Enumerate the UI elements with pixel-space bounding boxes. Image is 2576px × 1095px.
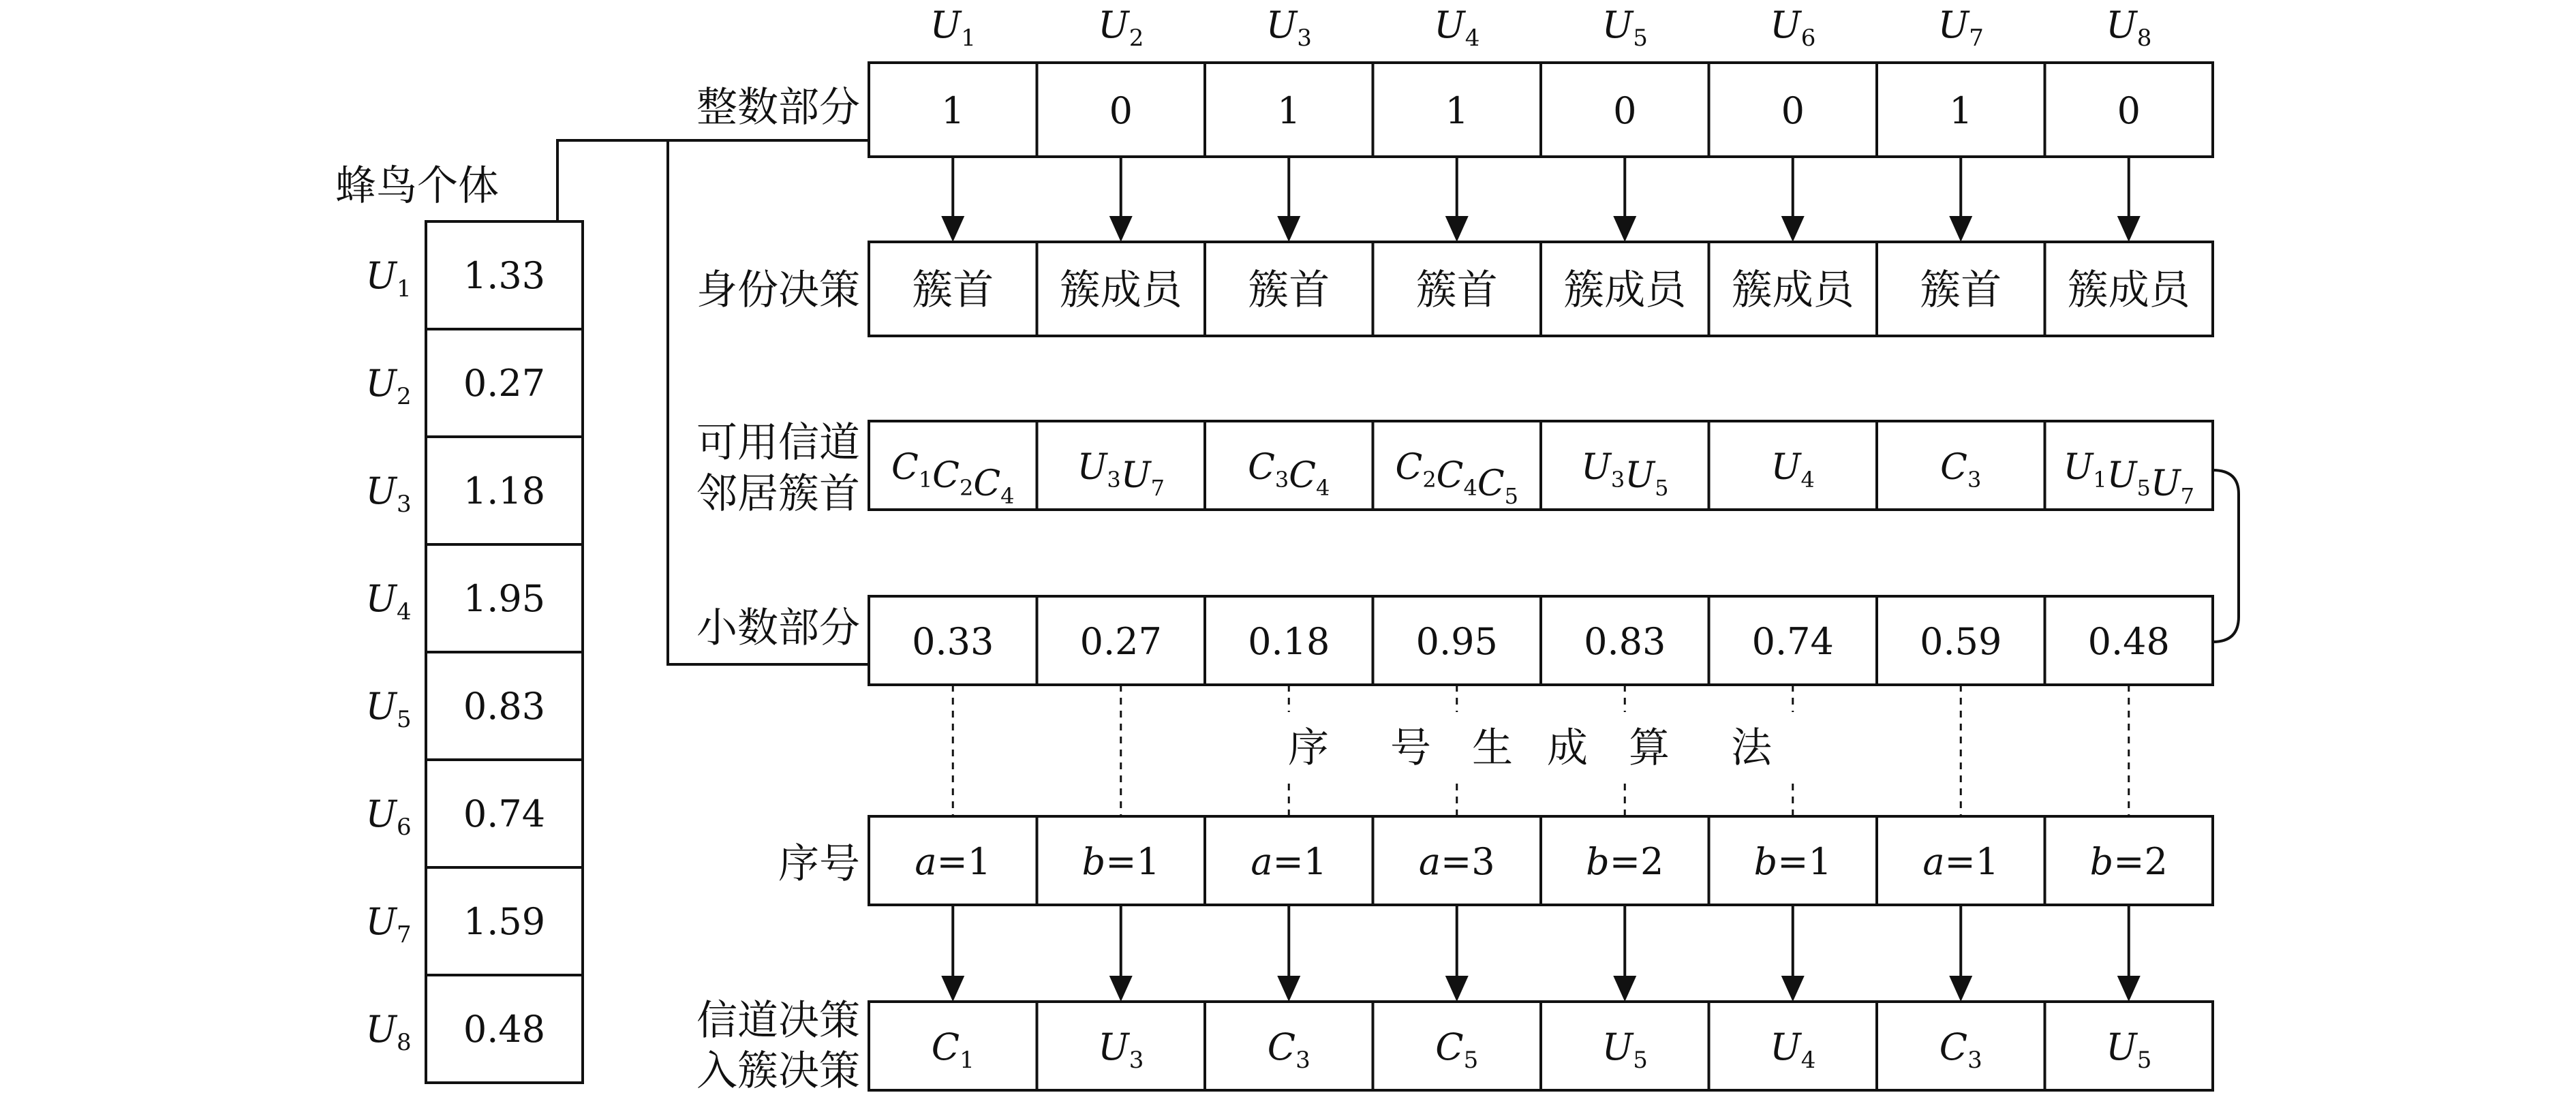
arrow-head [1109, 976, 1133, 1002]
cell-sequence: b=1 [1753, 840, 1832, 883]
arrow-head [1445, 216, 1469, 242]
individual-list-title: 蜂鸟个体 [335, 162, 499, 210]
connector-lines [557, 140, 2239, 664]
individual-label: $U_8$ [365, 1008, 412, 1056]
individual-label: $U_2$ [365, 362, 412, 410]
arrow-head [1277, 216, 1300, 242]
row-label-integer-part: 整数部分 [696, 84, 860, 132]
cell-decision: $U_5$ [2106, 1025, 2152, 1074]
arrow-head [1949, 976, 1972, 1002]
cell-candidates: $C_3$ [1940, 447, 1982, 493]
cell-value: 0.18 [1248, 620, 1330, 663]
cell-sequence: a=1 [1922, 840, 1999, 883]
cell-decision: $U_3$ [1098, 1025, 1144, 1074]
arrow-head [1445, 976, 1469, 1002]
row-label-neighbor-heads: 邻居簇首 [696, 470, 860, 518]
arrow-head [2117, 976, 2141, 1002]
individual-label: $U_7$ [365, 900, 412, 949]
cell-decision: $C_3$ [1267, 1025, 1310, 1074]
cell-value: 1 [1445, 89, 1469, 132]
cell-decision: $C_1$ [931, 1025, 975, 1074]
cell-sequence: a=1 [915, 840, 992, 883]
row-identity-decision [869, 242, 2213, 336]
row-label-sequence: 序号 [778, 840, 860, 888]
individual-value: 0.74 [463, 792, 546, 835]
cell-value: 0.48 [2087, 620, 2170, 663]
row-label-identity-decision: 身份决策 [696, 266, 860, 314]
cell-value: 0.83 [1584, 620, 1666, 663]
cell-value: 0.59 [1920, 620, 2002, 663]
cell-role: 簇首 [1920, 266, 2002, 314]
cell-role: 簇成员 [1731, 266, 1854, 314]
arrow-head [1781, 216, 1805, 242]
cell-decision: $U_5$ [1601, 1025, 1648, 1074]
row-final-decision [869, 1002, 2213, 1090]
arrow-head [2117, 216, 2141, 242]
cell-value: 0.74 [1751, 620, 1834, 663]
column-header: $U_1$ [930, 3, 976, 52]
column-header: $U_6$ [1770, 3, 1816, 52]
cell-role: 簇首 [912, 266, 994, 314]
arrow-head [1613, 216, 1636, 242]
cell-value: 1 [1949, 89, 1973, 132]
algorithm-label-text: 序 号 生 成 算 法 [1288, 724, 1772, 772]
cell-value: 0 [1613, 89, 1637, 132]
cell-role: 簇成员 [1059, 266, 1182, 314]
cell-role: 簇成员 [2067, 266, 2190, 314]
individual-label: $U_1$ [365, 254, 412, 303]
cell-decision: $C_3$ [1939, 1025, 1982, 1074]
individual-value: 0.48 [463, 1008, 546, 1051]
individual-list [365, 221, 583, 1083]
cell-candidates: $U_3U_5$ [1581, 447, 1669, 501]
cell-candidates: $C_1C_2C_4$ [891, 447, 1015, 509]
column-header: $U_2$ [1098, 3, 1144, 52]
individual-label: $U_4$ [365, 577, 412, 626]
cell-value: 1 [1277, 89, 1301, 132]
cell-decision: $U_4$ [1770, 1025, 1816, 1074]
cell-value: 0.33 [912, 620, 994, 663]
cell-sequence: b=2 [1586, 840, 1664, 883]
cell-role: 簇成员 [1563, 266, 1687, 314]
arrow-head [941, 976, 964, 1002]
cell-candidates: $U_3U_7$ [1077, 447, 1165, 501]
column-header: $U_3$ [1266, 3, 1312, 52]
cell-value: 0 [1109, 89, 1133, 132]
brace-available-to-fraction [2213, 470, 2239, 642]
dotted-lines [953, 685, 2129, 816]
cell-value: 0.27 [1079, 620, 1162, 663]
cell-candidates: $C_3C_4$ [1248, 447, 1330, 501]
cell-sequence: a=3 [1418, 840, 1495, 883]
individual-label: $U_6$ [365, 792, 412, 841]
cell-candidates: $U_4$ [1770, 447, 1815, 493]
individual-value: 1.59 [463, 900, 546, 943]
arrow-head [1109, 216, 1133, 242]
arrow-head [1613, 976, 1636, 1002]
row-sequence [869, 816, 2213, 905]
individual-label: $U_3$ [365, 469, 412, 518]
individual-label: $U_5$ [365, 685, 412, 733]
individual-value: 1.18 [463, 469, 546, 512]
cell-role: 簇首 [1415, 266, 1498, 314]
row-grids [869, 63, 2213, 1090]
list-to-rows-connector [557, 140, 869, 664]
cell-sequence: a=1 [1251, 840, 1328, 883]
row-label-available-channels: 可用信道 [696, 419, 860, 467]
column-header: $U_4$ [1434, 3, 1480, 52]
arrow-head [1781, 976, 1805, 1002]
cell-value: 0 [1781, 89, 1805, 132]
arrow-head [1949, 216, 1972, 242]
row-fraction-part [869, 596, 2213, 685]
cell-sequence: b=1 [1082, 840, 1160, 883]
column-header: $U_5$ [1601, 3, 1648, 52]
column-header: $U_7$ [1937, 3, 1984, 52]
individual-value: 1.95 [463, 577, 546, 620]
column-headers [930, 3, 2152, 52]
cell-candidates: $C_2C_4C_5$ [1395, 447, 1518, 509]
row-label-cluster-decision: 入簇决策 [696, 1047, 860, 1095]
cell-role: 簇首 [1248, 266, 1330, 314]
arrow-head [941, 216, 964, 242]
cell-decision: $C_5$ [1435, 1025, 1479, 1074]
cell-candidates: $U_1U_5U_7$ [2063, 447, 2195, 509]
sequence-generation-algorithm-label [1288, 724, 1773, 772]
row-integer-part [869, 63, 2213, 157]
individual-value: 0.83 [463, 685, 546, 728]
cell-value: 1 [941, 89, 965, 132]
individual-value: 0.27 [463, 362, 546, 405]
row-label-fraction-part: 小数部分 [696, 604, 860, 652]
cell-value: 0.95 [1415, 620, 1498, 663]
row-label-channel-decision: 信道决策 [696, 997, 860, 1045]
individual-value: 1.33 [463, 254, 546, 297]
cell-sequence: b=2 [2089, 840, 2168, 883]
cell-value: 0 [2117, 89, 2141, 132]
column-header: $U_8$ [2106, 3, 2152, 52]
row-available [869, 421, 2213, 510]
arrow-head [1277, 976, 1300, 1002]
